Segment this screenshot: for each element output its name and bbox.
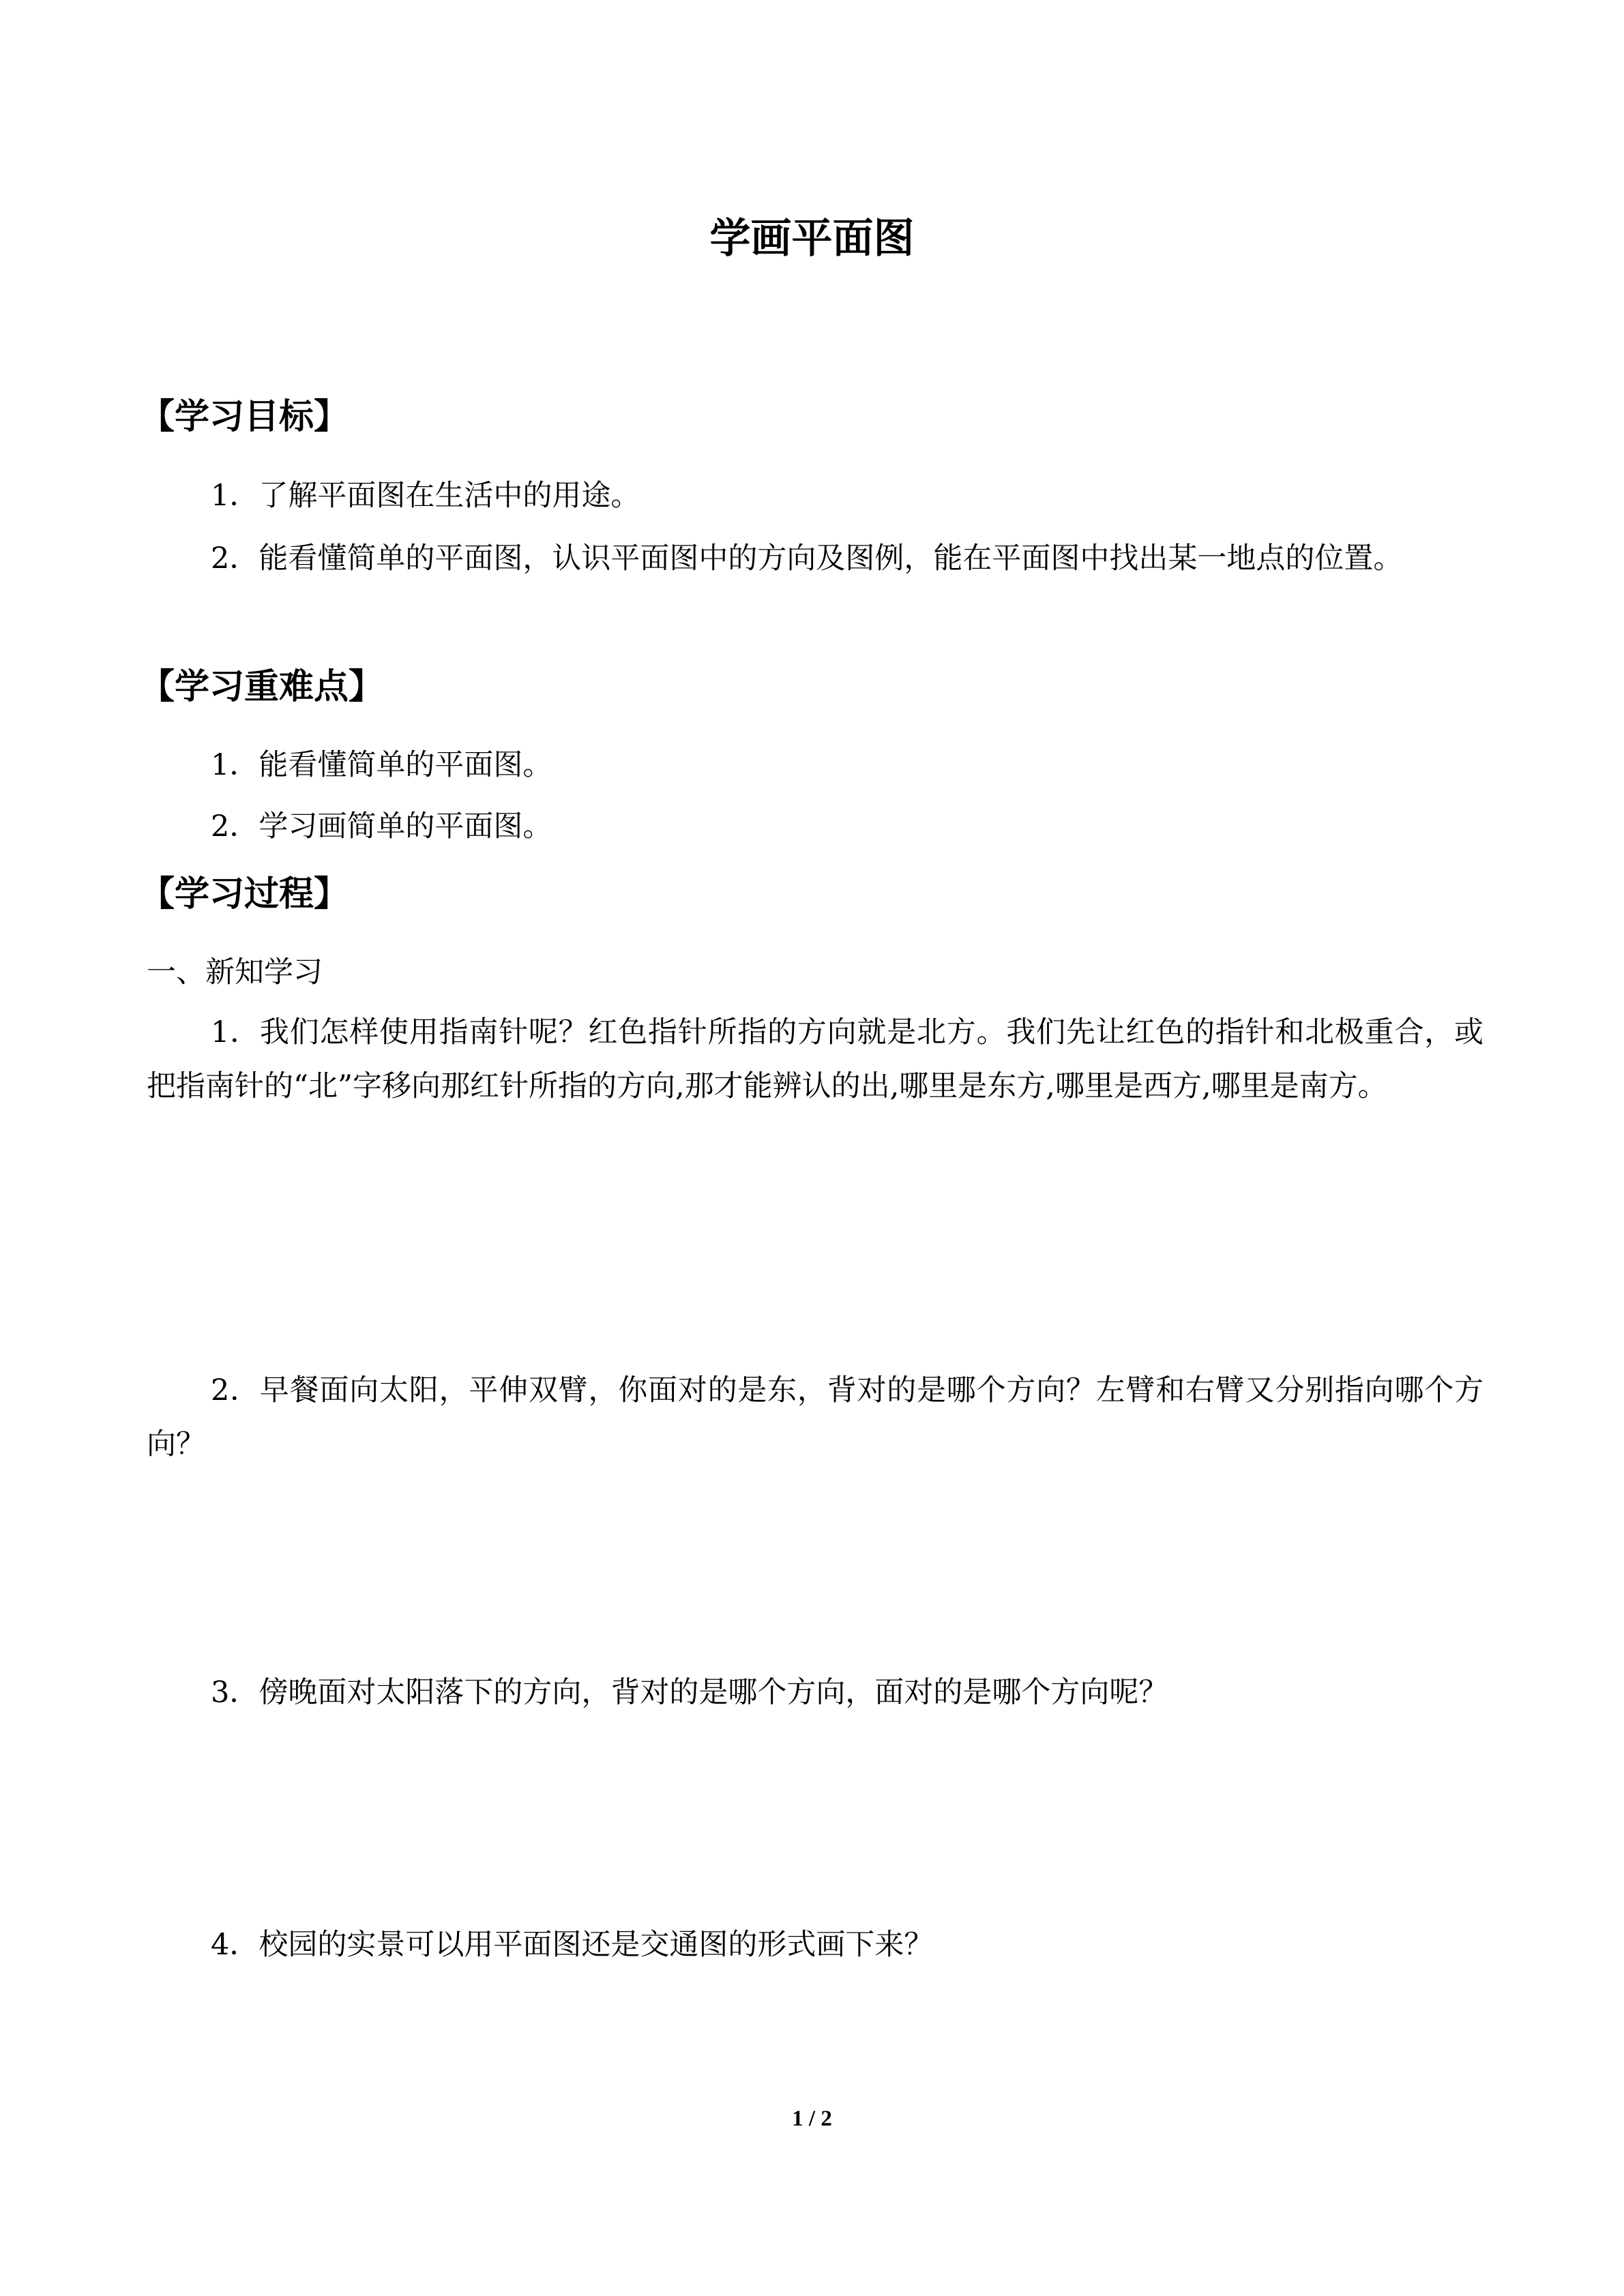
process-item-1: 1．我们怎样使用指南针呢？红色指针所指的方向就是北方。我们先让红色的指针和北极重合，或把指南针的“北”字移向那红针所指的方向,那才能辨认的出,哪里是东方,哪里是西方,哪里是南方。	[147, 1015, 1483, 1103]
objective-item-1: 1．了解平面图在生活中的用途。	[211, 479, 640, 513]
section-heading-process: 【学习过程】	[140, 874, 349, 914]
page-number: 1 / 2	[792, 2106, 832, 2131]
key-point-item-1: 1．能看懂简单的平面图。	[211, 748, 552, 782]
process-item-3: 3．傍晚面对太阳落下的方向，背对的是哪个方向，面对的是哪个方向呢？	[211, 1675, 1168, 1710]
section-heading-objectives: 【学习目标】	[140, 397, 349, 437]
document-title: 学画平面图	[709, 215, 915, 263]
key-point-item-2: 2．学习画简单的平面图。	[211, 809, 552, 844]
process-item-4: 4．校园的实景可以用平面图还是交通图的形式画下来？	[211, 1928, 934, 1962]
objective-item-2: 2．能看懂简单的平面图，认识平面图中的方向及图例，能在平面图中找出某一地点的位置。	[211, 541, 1403, 576]
process-item-2: 2．早餐面向太阳，平伸双臂，你面对的是东，背对的是哪个方向？左臂和右臂又分别指向哪个方向？	[147, 1373, 1483, 1461]
section-heading-key-points: 【学习重难点】	[140, 667, 384, 707]
process-subheading: 一、新知学习	[147, 955, 323, 989]
